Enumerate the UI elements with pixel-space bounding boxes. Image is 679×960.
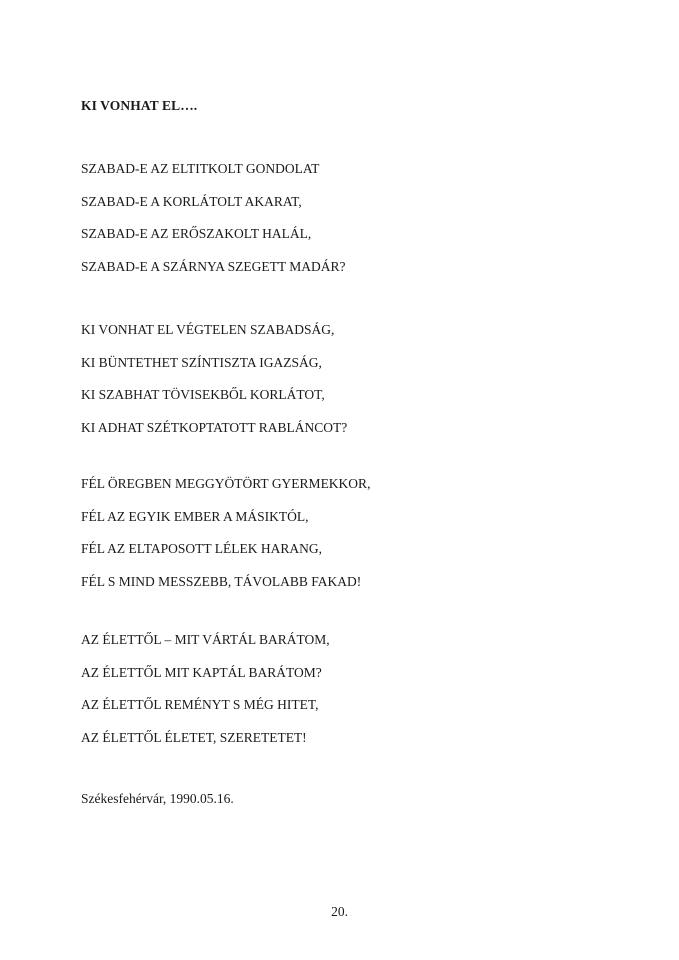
stanza-line: SZABAD-E A SZÁRNYA SZEGETT MADÁR? xyxy=(81,258,346,274)
stanza-line: KI SZABHAT TÖVISEKBŐL KORLÁTOT, xyxy=(81,387,325,402)
stanza-4 xyxy=(81,624,330,754)
stanza-1 xyxy=(81,153,346,283)
stanza-line: KI BÜNTETHET SZÍNTISZTA IGAZSÁG, xyxy=(81,354,322,370)
stanza-line: SZABAD-E A KORLÁTOLT AKARAT, xyxy=(81,193,302,209)
stanza-line: FÉL AZ EGYIK EMBER A MÁSIKTÓL, xyxy=(81,508,309,524)
stanza-line: FÉL S MIND MESSZEBB, TÁVOLABB FAKAD! xyxy=(81,573,362,589)
stanza-line: SZABAD-E AZ ERŐSZAKOLT HALÁL, xyxy=(81,226,312,241)
stanza-line: SZABAD-E AZ ELTITKOLT GONDOLAT xyxy=(81,161,320,176)
poem-title: KI VONHAT EL…. xyxy=(81,98,198,113)
stanza-line: AZ ÉLETTŐL – MIT VÁRTÁL BARÁTOM, xyxy=(81,632,330,647)
stanza-line: KI VONHAT EL VÉGTELEN SZABADSÁG, xyxy=(81,322,335,337)
stanza-line: KI ADHAT SZÉTKOPTATOTT RABLÁNCOT? xyxy=(81,419,348,435)
stanza-line: AZ ÉLETTŐL ÉLETET, SZERETETET! xyxy=(81,729,307,745)
page-number: 20. xyxy=(331,904,348,919)
place-and-date: Székesfehérvár, 1990.05.16. xyxy=(81,791,234,806)
stanza-2 xyxy=(81,314,347,444)
stanza-line: FÉL AZ ELTAPOSOTT LÉLEK HARANG, xyxy=(81,541,323,556)
stanza-line: FÉL ÖREGBEN MEGGYÖTÖRT GYERMEKKOR, xyxy=(81,476,371,491)
stanza-line: AZ ÉLETTŐL MIT KAPTÁL BARÁTOM? xyxy=(81,664,322,680)
stanza-line: AZ ÉLETTŐL REMÉNYT S MÉG HITET, xyxy=(81,697,319,712)
stanza-3 xyxy=(81,468,370,598)
